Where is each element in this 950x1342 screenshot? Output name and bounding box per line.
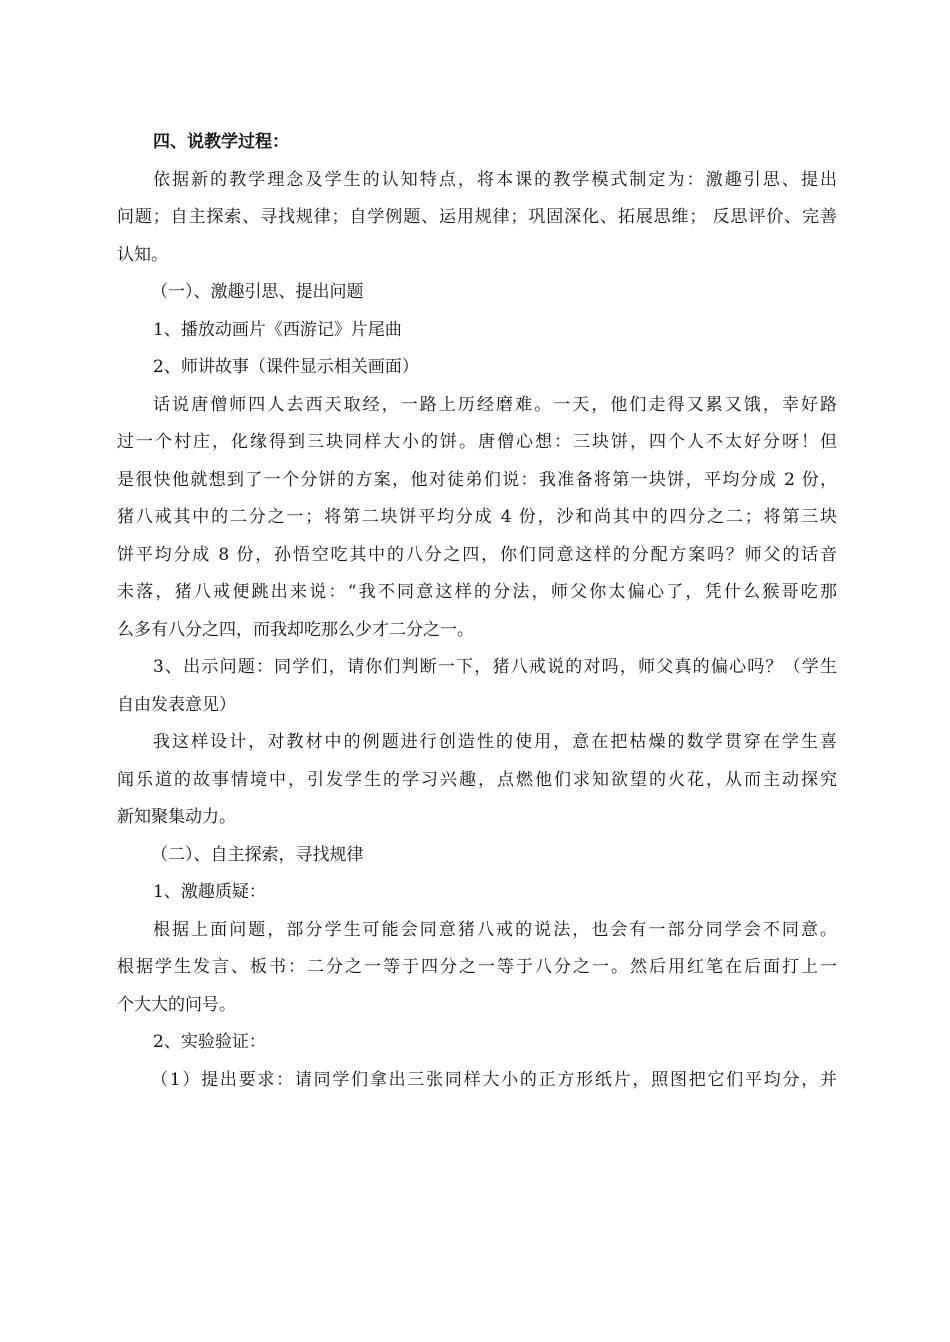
design-line-3: 新知聚集动力。 [117, 807, 236, 827]
story-line-7: 么多有八分之四，而我却吃那么少才二分之一。 [117, 619, 474, 640]
design-line-2: 闻乐道的故事情境中，引发学生的学习兴趣，点燃他们求知欲望的火花，从而主动探究 [117, 769, 837, 790]
story-line-3: 是很快他就想到了一个分饼的方案，他对徒弟们说：我准备将第一块饼，平均分成 2 份， [117, 469, 837, 490]
section2-para-line-2: 根据学生发言、板书：二分之一等于四分之一等于八分之一。然后用红笔在后面打上一 [117, 957, 837, 977]
section1-item1: 1、播放动画片《西游记》片尾曲 [153, 319, 402, 340]
story-line-1: 话说唐僧师四人去西天取经，一路上历经磨难。一天，他们走得又累又饿，幸好路 [153, 394, 837, 415]
section2-title: （二）、自主探索，寻找规律 [151, 844, 364, 865]
section-heading: 四、说教学过程： [153, 132, 289, 152]
document-page [117, 124, 837, 1099]
story-line-2: 过一个村庄，化缘得到三块同样大小的饼。唐僧心想：三块饼，四个人不太好分呀！但 [117, 432, 837, 452]
section1-item3-line-1: 3、出示问题：同学们，请你们判断一下，猪八戒说的对吗，师父真的偏心吗？（学生 [153, 657, 837, 677]
story-line-4: 猪八戒其中的二分之一；将第二块饼平均分成 4 份，沙和尚其中的四分之二；将第三块 [117, 507, 837, 527]
section2-para-line-3: 个大大的问号。 [117, 994, 236, 1015]
section2-sub1: （1）提出要求：请同学们拿出三张同样大小的正方形纸片，照图把它们平均分，并 [151, 1069, 837, 1090]
section2-item2: 2、实验验证： [153, 1032, 266, 1052]
section2-para-line-1: 根据上面问题，部分学生可能会同意猪八戒的说法，也会有一部分同学会不同意。 [153, 919, 837, 940]
intro-line-1: 依据新的教学理念及学生的认知特点，将本课的教学模式制定为：激趣引思、提出 [153, 169, 837, 190]
section1-item2: 2、师讲故事（课件显示相关画面） [153, 357, 419, 377]
intro-line-3: 认知。 [117, 244, 168, 265]
story-line-6: 未落，猪八戒便跳出来说：“我不同意这样的分法，师父你太偏心了，凭什么猴哥吃那 [117, 582, 837, 602]
section1-item3-line-2: 自由发表意见） [117, 694, 236, 715]
section1-title: （一）、激趣引思、提出问题 [151, 282, 364, 302]
design-line-1: 我这样设计，对教材中的例题进行创造性的使用，意在把枯燥的数学贯穿在学生喜 [153, 732, 837, 752]
intro-line-2: 问题；自主探索、寻找规律；自学例题、运用规律；巩固深化、拓展思维； 反思评价、完善 [117, 207, 837, 227]
section2-item1: 1、激趣质疑： [153, 882, 266, 902]
story-line-5: 饼平均分成 8 份，孙悟空吃其中的八分之四，你们同意这样的分配方案吗？师父的话音 [117, 544, 837, 565]
